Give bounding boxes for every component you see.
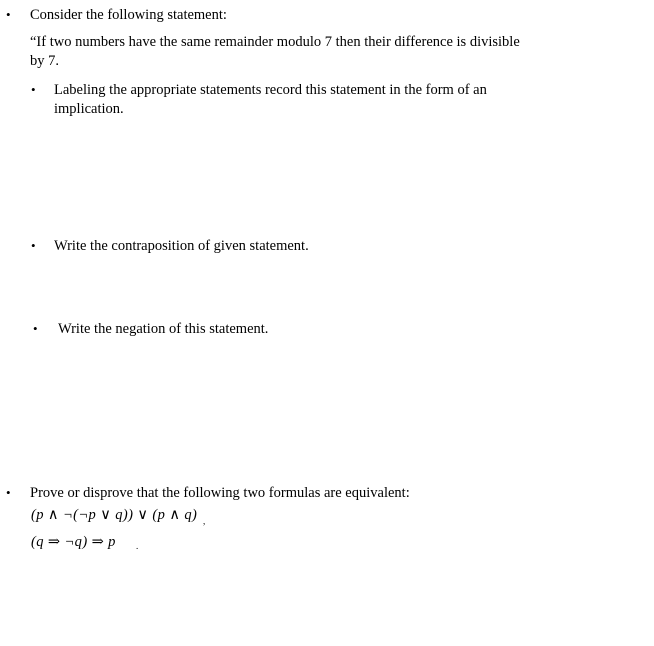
q2-formula-1: (p ∧ ¬(¬p ∨ q)) ∨ (p ∧ q) — [31, 507, 198, 523]
q2-formula-2: (q ⇒ ¬q) ⇒ p — [31, 534, 116, 550]
q2-formula-1-punct: , — [203, 516, 206, 526]
q2-formula-2-punct: . — [136, 541, 139, 551]
q1-sub2: Write the contraposition of given statement. — [54, 238, 309, 254]
q2-prompt: Prove or disprove that the following two formulas are equivalent: — [30, 485, 410, 501]
bullet-q1: • — [6, 7, 11, 22]
q1-intro: Consider the following statement: — [30, 7, 227, 23]
bullet-sub3: • — [33, 321, 38, 336]
bullet-sub1: • — [31, 82, 36, 97]
q1-sub1-line1: Labeling the appropriate statements record this statement in the form of an — [54, 82, 487, 98]
q1-statement-line2: by 7. — [30, 53, 59, 69]
bullet-q2: • — [6, 485, 11, 500]
q1-sub1-line2: implication. — [54, 101, 124, 117]
bullet-sub2: • — [31, 238, 36, 253]
q1-sub3: Write the negation of this statement. — [58, 321, 269, 337]
q1-statement-line1: “If two numbers have the same remainder modulo 7 then their difference is divisible — [30, 34, 520, 50]
